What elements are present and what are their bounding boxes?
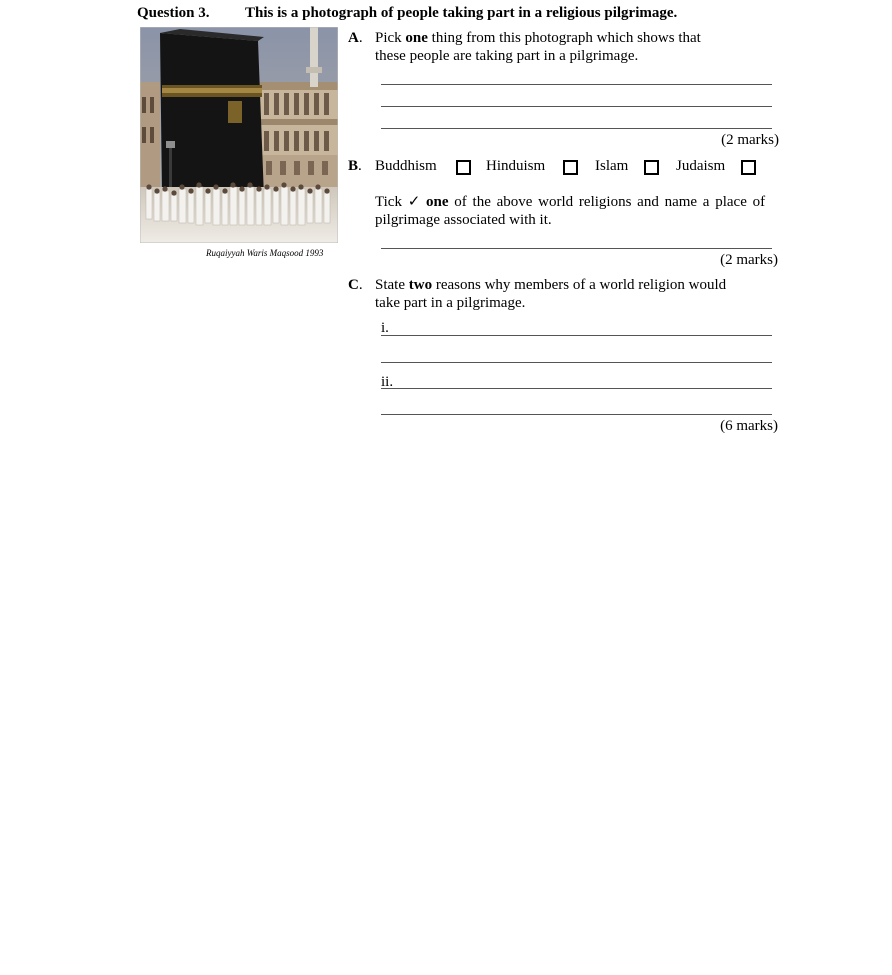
part-c-item-1-label: i. bbox=[381, 320, 389, 336]
option-hinduism-label: Hinduism bbox=[486, 158, 546, 174]
part-b-answer-line[interactable] bbox=[381, 248, 772, 249]
question-title: This is a photograph of people taking part in a religious pilgrimage. bbox=[245, 5, 678, 21]
part-c-answer-line-4[interactable] bbox=[381, 414, 772, 415]
option-islam-label: Islam bbox=[595, 158, 629, 174]
part-c-item-2-label: ii. bbox=[381, 374, 394, 390]
part-c-letter: C. bbox=[348, 277, 363, 293]
tick-mark-icon: ✓ bbox=[407, 194, 421, 210]
part-a-answer-line-2[interactable] bbox=[381, 106, 772, 107]
part-c-answer-line-3[interactable] bbox=[381, 388, 772, 389]
part-c-answer-line-1[interactable] bbox=[381, 335, 772, 336]
question-number: Question 3. bbox=[137, 5, 210, 21]
option-buddhism-label: Buddhism bbox=[375, 158, 437, 174]
part-c-marks: (6 marks) bbox=[720, 418, 778, 434]
part-c-prompt: State two reasons why members of a world religion would bbox=[375, 277, 727, 293]
part-a-answer-line-1[interactable] bbox=[381, 84, 772, 85]
part-a-letter: A. bbox=[348, 30, 363, 46]
option-buddhism-checkbox[interactable] bbox=[456, 160, 471, 175]
option-judaism-label: Judaism bbox=[676, 158, 726, 174]
part-a-answer-line-3[interactable] bbox=[381, 128, 772, 129]
part-c-answer-line-2[interactable] bbox=[381, 362, 772, 363]
option-hinduism-checkbox[interactable] bbox=[563, 160, 578, 175]
part-a-marks: (2 marks) bbox=[721, 132, 779, 148]
part-a-prompt: Pick one thing from this photograph which shows that bbox=[375, 30, 701, 46]
pilgrimage-photo bbox=[140, 27, 338, 243]
option-islam-checkbox[interactable] bbox=[644, 160, 659, 175]
photo-credit: Ruqaiyyah Waris Maqsood 1993 bbox=[206, 248, 324, 258]
part-b-instruction-line2: pilgrimage associated with it. bbox=[375, 212, 552, 228]
part-a-prompt-line2: these people are taking part in a pilgrimage. bbox=[375, 48, 639, 64]
part-b-letter: B. bbox=[348, 158, 362, 174]
part-b-marks: (2 marks) bbox=[720, 252, 778, 268]
part-c-prompt-line2: take part in a pilgrimage. bbox=[375, 295, 526, 311]
option-judaism-checkbox[interactable] bbox=[741, 160, 756, 175]
part-b-instruction: Tick ✓ one of the above world religions and name a place of bbox=[375, 194, 766, 210]
